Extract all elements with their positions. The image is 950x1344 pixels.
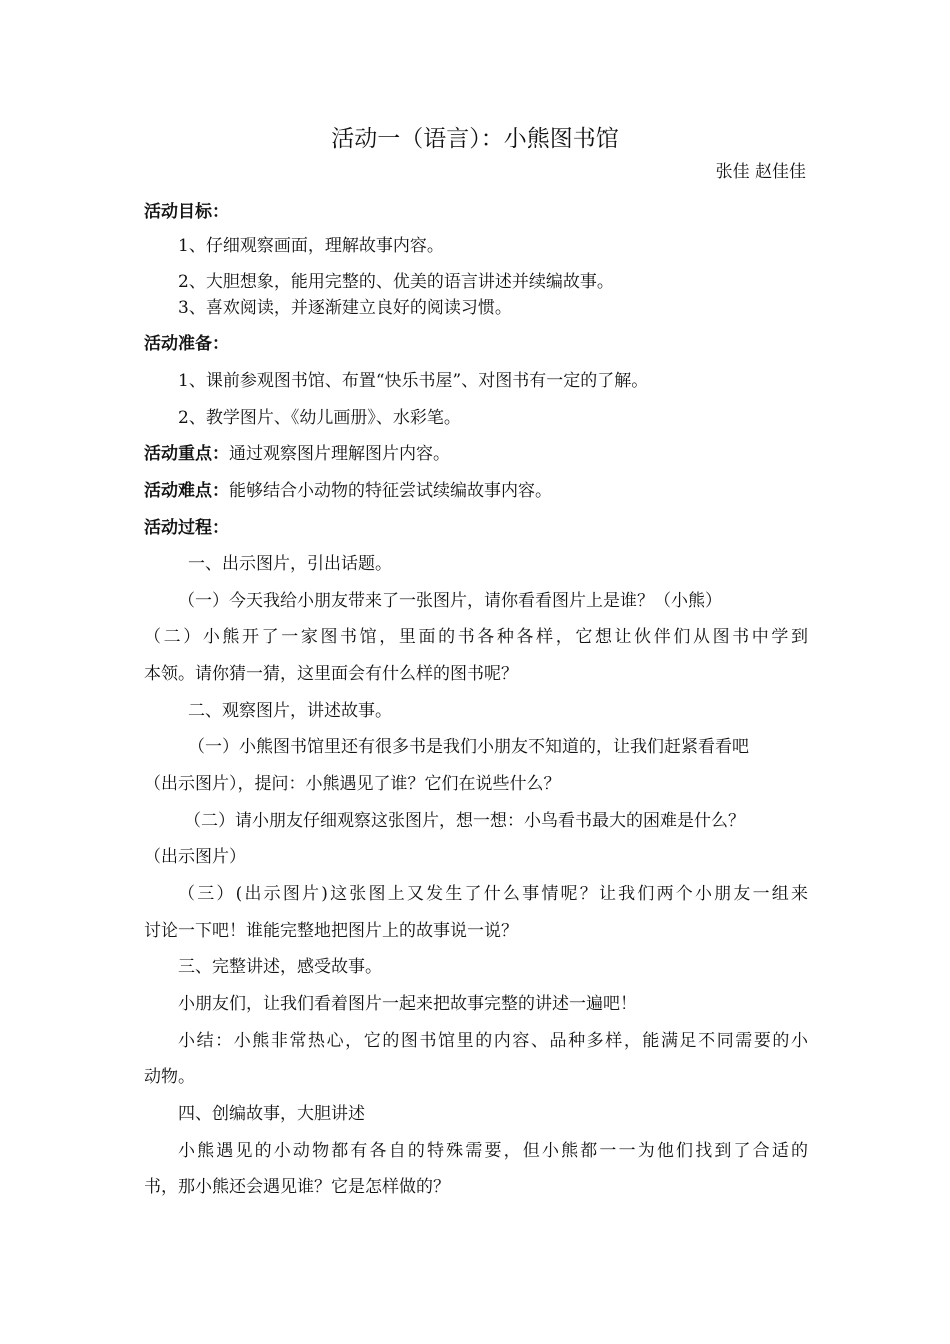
difficulty-heading: 活动难点： [144, 481, 229, 501]
goal-item: 2、大胆想象，能用完整的、优美的语言讲述并续编故事。 [178, 272, 614, 292]
key-point-line [144, 443, 450, 465]
process-line: 本领。请你猜一猜，这里面会有什么样的图书呢？ [144, 664, 518, 684]
process-line: 书，那小熊还会遇见谁？它是怎样做的？ [144, 1177, 450, 1197]
process-line: （一）今天我给小朋友带来了一张图片，请你看看图片上是谁？（小熊） [178, 591, 722, 611]
preparation-item: 2、教学图片、《幼儿画册》、水彩笔。 [178, 408, 461, 428]
process-line: （出示图片），提问：小熊遇见了谁？它们在说些什么？ [144, 774, 561, 794]
process-line: 三、完整讲述，感受故事。 [178, 957, 382, 977]
process-line: （二）小熊开了一家图书馆，里面的书各种各样，它想让伙伴们从图书中学到 [144, 627, 808, 647]
process-line: （出示图片） [144, 847, 246, 867]
process-line: 动物。 [144, 1067, 195, 1087]
key-point-heading: 活动重点： [144, 444, 229, 464]
goal-item: 3、喜欢阅读，并逐渐建立良好的阅读习惯。 [178, 298, 512, 318]
process-line: （一）小熊图书馆里还有很多书是我们小朋友不知道的，让我们赶紧看看吧 [188, 737, 749, 757]
process-line: 小熊遇见的小动物都有各自的特殊需要，但小熊都一一为他们找到了合适的 [178, 1141, 808, 1161]
goals-heading: 活动目标： [144, 202, 229, 222]
process-line: （三）(出示图片)这张图上又发生了什么事情呢？让我们两个小朋友一组来 [178, 884, 808, 904]
preparation-item: 1、课前参观图书馆、布置“快乐书屋”、对图书有一定的了解。 [178, 371, 649, 391]
difficulty-line [144, 480, 552, 502]
author-line: 张佳 赵佳佳 [715, 162, 806, 182]
difficulty-text: 能够结合小动物的特征尝试续编故事内容。 [229, 481, 552, 501]
process-line: （二）请小朋友仔细观察这张图片，想一想：小鸟看书最大的困难是什么？ [184, 811, 745, 831]
key-point-text: 通过观察图片理解图片内容。 [229, 444, 450, 464]
process-line: 四、创编故事，大胆讲述 [178, 1104, 365, 1124]
page-title: 活动一（语言）：小熊图书馆 [331, 126, 619, 152]
goal-item: 1、仔细观察画面，理解故事内容。 [178, 236, 444, 256]
process-line: 小朋友们，让我们看着图片一起来把故事完整的讲述一遍吧！ [178, 994, 637, 1014]
preparation-heading: 活动准备： [144, 334, 229, 354]
process-line: 二、观察图片，讲述故事。 [188, 701, 392, 721]
process-line: 一、出示图片，引出话题。 [188, 554, 392, 574]
process-line: 小结：小熊非常热心，它的图书馆里的内容、品种多样，能满足不同需要的小 [178, 1031, 808, 1051]
process-line: 讨论一下吧！谁能完整地把图片上的故事说一说？ [144, 921, 518, 941]
process-heading: 活动过程： [144, 518, 229, 538]
